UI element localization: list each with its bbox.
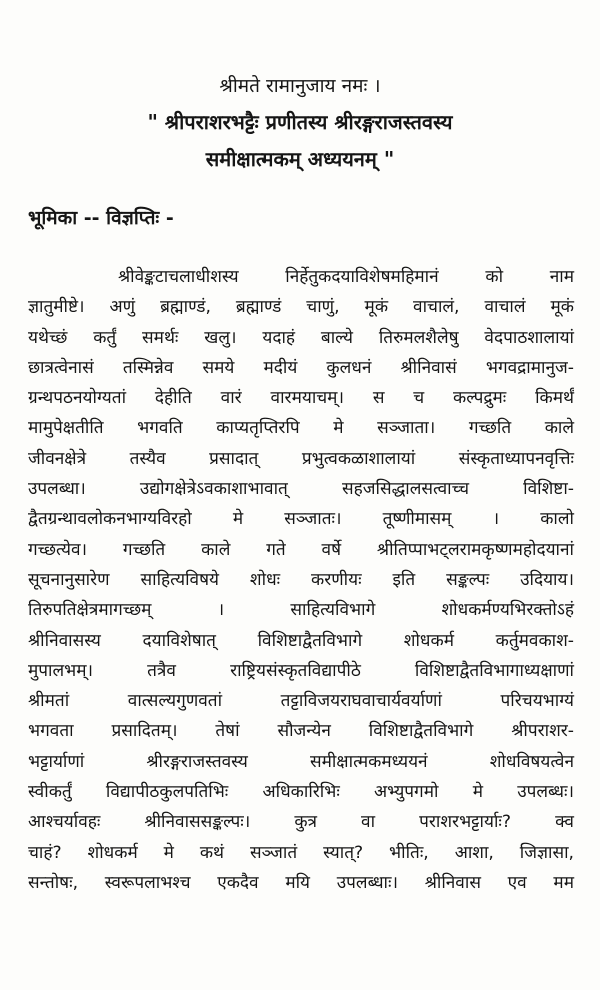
title-line-2: समीक्षात्मकम् अध्ययनम् " — [205, 147, 395, 171]
body-line: छात्रत्वेनासं तस्मिन्नेव समये मदीयं कुलधनं श्रीनिवासं भगवद्रामानुज- — [28, 357, 574, 378]
body-line: मामुपेक्षतीति भगवति काप्यतृप्तिरपि मे सञ्जाता। गच्छति काले — [28, 418, 574, 439]
body-line: स्वीकर्तुं विद्यापीठकुलपतिभिः अधिकारिभिः अभ्युपगमो मे उपलब्धः। — [28, 782, 574, 803]
body-line: यथेच्छं कर्तुं समर्थः खलु। यदाहं बाल्ये तिरुमलशैलेषु वेदपाठशालायां — [28, 327, 574, 348]
salutation: श्रीमते रामानुजाय नमः । — [219, 75, 381, 97]
body-line: श्रीवेङ्कटाचलाधीशस्य निर्हेतुकदयाविशेषमहिमानं को नाम — [118, 267, 574, 287]
body-line: उपलब्धा। उद्योगक्षेत्रेऽवकाशाभावात् सहजसिद्धालसत्वाच्च विशिष्टा- — [28, 479, 574, 500]
body-line: द्वैतग्रन्थावलोकनभाग्यविरहो मे सञ्जातः। तूष्णीमासम् । कालो — [28, 509, 574, 530]
title-line-1: " श्रीपराशरभट्टैः प्रणीतस्य श्रीरङ्गराजस्तवस्य — [147, 110, 453, 134]
body-line: आश्चर्यावहः श्रीनिवाससङ्कल्पः। कुत्र वा पराशरभट्टार्याः? क्व — [28, 812, 574, 833]
document-title — [0, 104, 600, 178]
body-line: ग्रन्थपठनयोग्यतां देहीति वारं वारमयाचम्। स च कल्पद्रुमः किमर्थं — [28, 388, 574, 409]
body-line: तिरुपतिक्षेत्रमागच्छम् । साहित्यविभागे शोधकर्मण्यभिरक्तोऽहं — [28, 600, 574, 621]
body-line: भगवता प्रसादितम्। तेषां सौजन्येन विशिष्टाद्वैतविभागे श्रीपराशर- — [28, 721, 574, 742]
body-line: सन्तोषः, स्वरूपलाभश्च एकदैव मयि उपलब्धाः। श्रीनिवास एव मम — [28, 872, 574, 893]
body-text — [28, 262, 574, 898]
body-line: जीवनक्षेत्रे तस्यैव प्रसादात् प्रभुत्वकळाशालायां संस्कृताध्यापनवृत्तिः — [28, 448, 574, 469]
body-line: ज्ञातुमीष्टे। अणुं ब्रह्माण्डं, ब्रह्माण्डं चाणुं, मूकं वाचालं, वाचालं मूकं — [28, 297, 574, 318]
body-line: मुपालभम्। तत्रैव राष्ट्रियसंस्कृतविद्यापीठे विशिष्टाद्वैतविभागाध्यक्षाणां — [28, 660, 574, 681]
body-line: भट्टार्याणां श्रीरङ्गराजस्तवस्य समीक्षात्मकमध्ययनं शोधविषयत्वेन — [28, 751, 574, 772]
body-line: गच्छत्येव। गच्छति काले गते वर्षे श्रीतिप्पाभट्लरामकृष्णमहोदयानां — [28, 539, 574, 560]
body-line: सूचनानुसारेण साहित्यविषये शोधः करणीयः इति सङ्कल्पः उदियाय। — [28, 569, 574, 590]
body-line: चाहं? शोधकर्म मे कथं सञ्जातं स्यात्? भीतिः, आशा, जिज्ञासा, — [28, 842, 574, 863]
section-heading: भूमिका -- विज्ञप्तिः - — [28, 207, 174, 229]
body-line: श्रीनिवासस्य दयाविशेषात् विशिष्टाद्वैतविभागे शोधकर्म कर्तुमवकाश- — [28, 630, 574, 651]
body-line: श्रीमतां वात्सल्यगुणवतां तट्टाविजयराघवाचार्यवर्याणां परिचयभाग्यं — [28, 691, 574, 712]
